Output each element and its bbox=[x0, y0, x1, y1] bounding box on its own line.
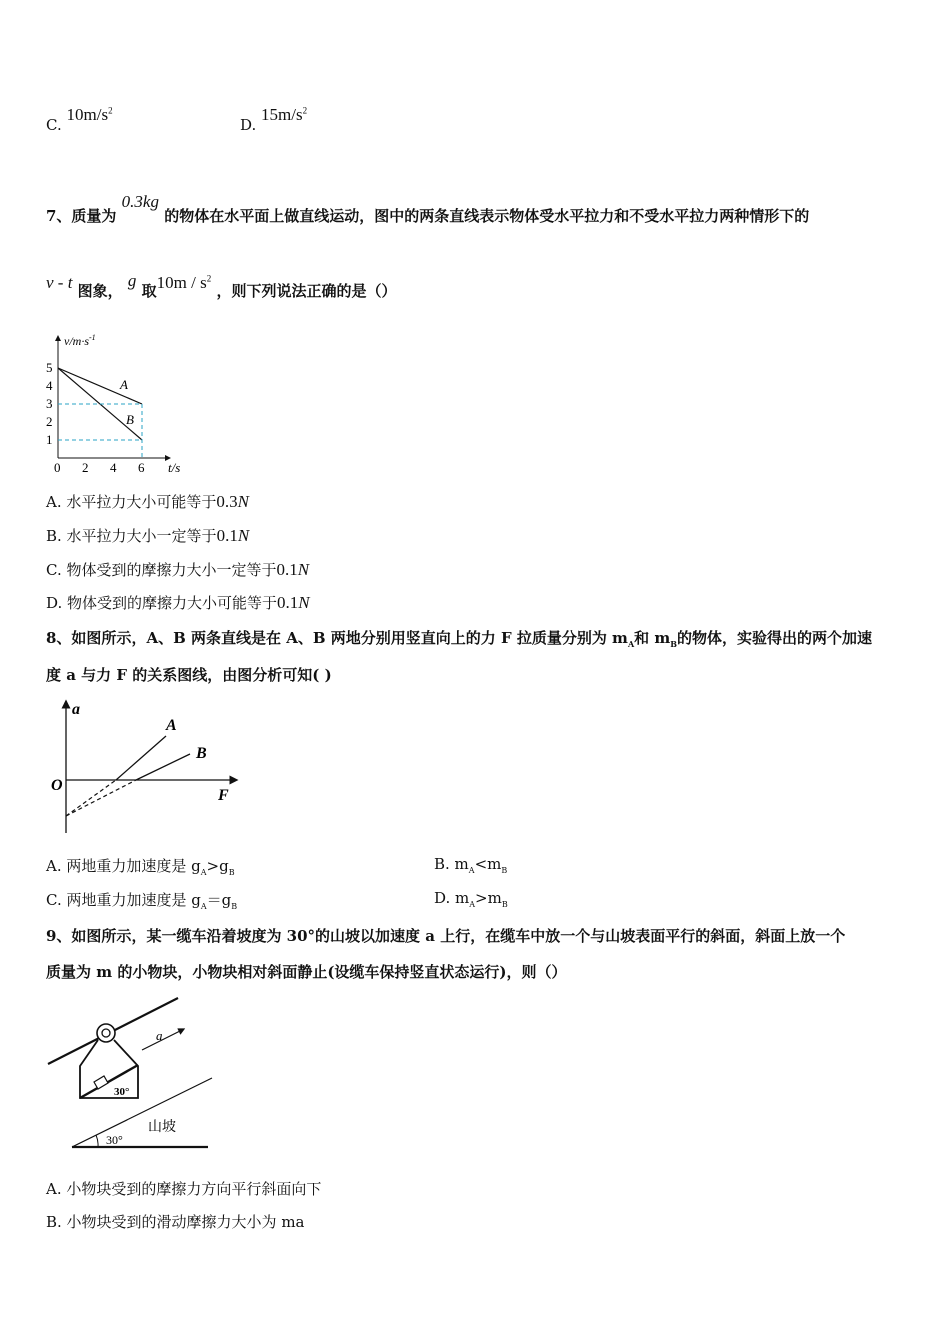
option-d-value: $15m/s^2$ bbox=[261, 105, 308, 124]
y-tick-3: 3 bbox=[46, 396, 53, 411]
q8-af-graph bbox=[48, 698, 248, 838]
y-tick-1: 1 bbox=[46, 432, 53, 447]
slope-label: 山坡 bbox=[148, 1120, 176, 1135]
q7-mass: 0.3kg bbox=[121, 192, 159, 211]
q7-option-b: B. 水平拉力大小一定等于0.1N bbox=[46, 526, 250, 545]
x-axis-label: t/s bbox=[168, 460, 181, 475]
q9-stem-line2: 质量为 m 的小物块，小物块相对斜面静止(设缆车保持竖直状态运行)，则（） bbox=[46, 963, 567, 981]
car-angle-label: 30° bbox=[114, 1086, 130, 1098]
option-c bbox=[46, 105, 113, 135]
option-d-label: D. bbox=[240, 116, 257, 134]
line-a-label: A bbox=[120, 377, 128, 392]
q8-option-d: D. $m_A>m_B$ bbox=[434, 889, 508, 909]
a-axis-label: a bbox=[72, 701, 80, 718]
q8-option-c: C. 两地重力加速度是 $g_A=g_B$ bbox=[46, 891, 238, 911]
q7-option-a: A. 水平拉力大小可能等于0.3N bbox=[46, 492, 249, 511]
line-a bbox=[116, 736, 166, 780]
accel-label: a bbox=[156, 1028, 163, 1043]
q8-option-b: B. $m_A<m_B$ bbox=[434, 855, 508, 875]
q7-gval: $10m / s^2$ bbox=[156, 273, 212, 292]
option-c-value: $10m/s^2$ bbox=[66, 105, 113, 124]
q7-stem-line2: v - t 图象， g 取$10m / s^2$ ，则下列说法正确的是（） bbox=[46, 271, 397, 300]
option-c-label: C. bbox=[46, 116, 62, 134]
line-b-label: B bbox=[126, 412, 134, 427]
q9-stem-line1: 9、如图所示，某一缆车沿着坡度为 30°的山坡以加速度 a 上行，在缆车中放一个与山坡表面平行的斜面，斜面上放一个 bbox=[46, 927, 846, 945]
q8-stem-line2: 度 a 与力 F 的关系图线，由图分析可知( ) bbox=[46, 666, 332, 684]
y-tick-2: 2 bbox=[46, 414, 53, 429]
q9-option-b: B. 小物块受到的滑动摩擦力大小为 ma bbox=[46, 1213, 305, 1231]
q9-option-a: A. 小物块受到的摩擦力方向平行斜面向下 bbox=[46, 1180, 322, 1198]
origin-label: O bbox=[51, 777, 63, 794]
q7-vt: v - t bbox=[46, 273, 73, 292]
q7-option-c: C. 物体受到的摩擦力大小一定等于0.1N bbox=[46, 560, 310, 579]
slope-angle-label: 30° bbox=[106, 1133, 123, 1147]
x-tick-2: 2 bbox=[82, 460, 89, 475]
q7-vt-graph bbox=[40, 328, 200, 480]
q8-stem-line1: 8、如图所示，A、B 两条直线是在 A、B 两地分别用竖直向上的力 F 拉质量分别为 $m_A$和 $m_B$的物体，实验得出的两个加速 bbox=[46, 629, 873, 649]
small-block bbox=[94, 1076, 108, 1089]
f-axis-label: F bbox=[218, 787, 229, 804]
line-a-label: A bbox=[166, 717, 177, 734]
slope-line bbox=[72, 1078, 212, 1147]
x-tick-0: 0 bbox=[54, 460, 61, 475]
y-axis-label: $v/m\cdot s^{-1}$ bbox=[64, 333, 96, 348]
y-tick-5: 5 bbox=[46, 360, 53, 375]
line-b-label: B bbox=[196, 745, 207, 762]
x-tick-6: 6 bbox=[138, 460, 145, 475]
line-b-extension bbox=[66, 780, 136, 816]
q7-stem-line1: 7、质量为 0.3kg 的物体在水平面上做直线运动，图中的两条直线表示物体受水平拉力和不受水平拉力两种情形下的 bbox=[46, 192, 810, 225]
q7-option-d: D. 物体受到的摩擦力大小可能等于0.1N bbox=[46, 593, 310, 612]
line-a-extension bbox=[66, 780, 116, 816]
option-d bbox=[240, 105, 308, 135]
x-tick-4: 4 bbox=[110, 460, 117, 475]
q8-option-a: A. 两地重力加速度是 $g_A>g_B$ bbox=[46, 857, 235, 877]
y-tick-4: 4 bbox=[46, 378, 53, 393]
line-b bbox=[136, 754, 190, 780]
line-a bbox=[58, 368, 142, 404]
q9-cable-car-figure bbox=[44, 994, 234, 1154]
